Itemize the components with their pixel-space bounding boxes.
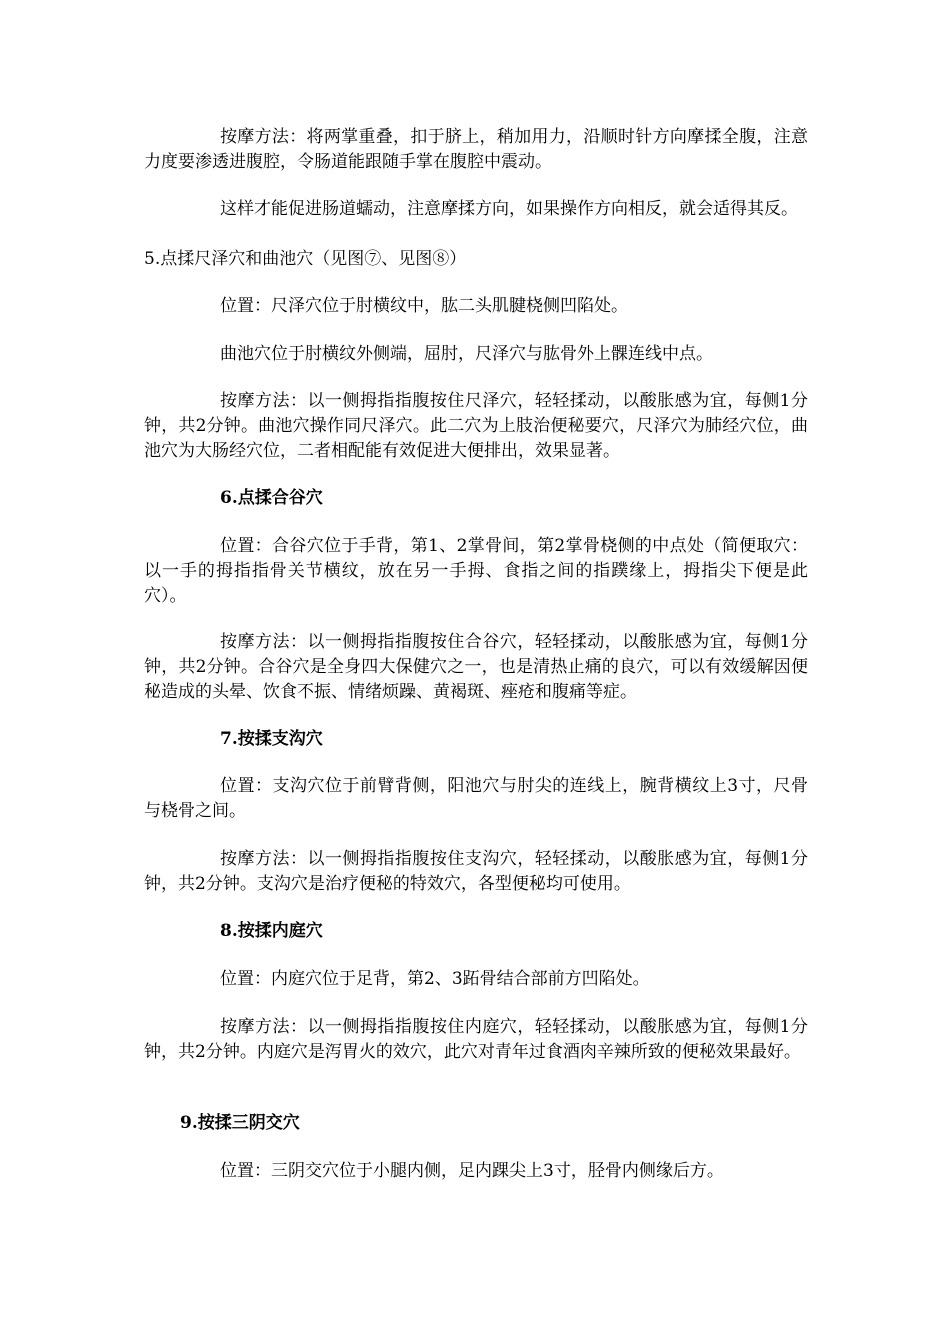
heading-section-5: 5.点揉尺泽穴和曲池穴（见图⑦、见图⑧） xyxy=(144,249,467,269)
paragraph-massage-abdomen: 按摩方法：将两掌重叠，扣于脐上，稍加用力，沿顺时针方向摩揉全腹，注意力度要渗透进腹腔，令肠道能跟随手掌在腹腔中震动。 xyxy=(144,127,808,172)
heading-section-9: 9.按揉三阴交穴 xyxy=(180,1113,300,1133)
paragraph-section-5-method: 按摩方法：以一侧拇指指腹按住尺泽穴，轻轻揉动，以酸胀感为宜，每侧1分钟，共2分钟。曲池穴操作同尺泽穴。此二穴为上肢治便秘要穴，尺泽穴为肺经穴位，曲池穴为大肠经穴位，二者相配能有效促进大便排出，效果显著。 xyxy=(144,391,808,461)
paragraph-zhigou-method: 按摩方法：以一侧拇指指腹按住支沟穴，轻轻揉动，以酸胀感为宜，每侧1分钟，共2分钟。支沟穴是治疗便秘的特效穴，各型便秘均可使用。 xyxy=(144,849,808,894)
paragraph-massage-direction: 这样才能促进肠道蠕动，注意摩揉方向，如果操作方向相反，就会适得其反。 xyxy=(220,199,798,219)
paragraph-hegu-method: 按摩方法：以一侧拇指指腹按住合谷穴，轻轻揉动，以酸胀感为宜，每侧1分钟，共2分钟。合谷穴是全身四大保健穴之一，也是清热止痛的良穴，可以有效缓解因便秘造成的头晕、饮食不振、情绪烦躁、黄褐斑、痤疮和腹痛等症。 xyxy=(144,632,808,702)
paragraph-zhigou-location: 位置：支沟穴位于前臂背侧，阳池穴与肘尖的连线上，腕背横纹上3寸，尺骨与桡骨之间。 xyxy=(144,776,808,821)
paragraph-sanyinjiao-location: 位置：三阴交穴位于小腿内侧，足内踝尖上3寸，胫骨内侧缘后方。 xyxy=(220,1161,724,1181)
paragraph-hegu-location: 位置：合谷穴位于手背，第1、2掌骨间，第2掌骨桡侧的中点处（简便取穴：以一手的拇指指骨关节横纹，放在另一手拇、食指之间的指蹼缘上，拇指尖下便是此穴）。 xyxy=(144,536,808,606)
paragraph-quchi-location: 曲池穴位于肘横纹外侧端，屈肘，尺泽穴与肱骨外上髁连线中点。 xyxy=(220,344,713,364)
heading-section-8: 8.按揉内庭穴 xyxy=(220,921,323,941)
paragraph-chize-location: 位置：尺泽穴位于肘横纹中，肱二头肌腱桡侧凹陷处。 xyxy=(220,296,628,316)
paragraph-neiting-location: 位置：内庭穴位于足背，第2、3跖骨结合部前方凹陷处。 xyxy=(220,969,650,989)
paragraph-neiting-method: 按摩方法：以一侧拇指指腹按住内庭穴，轻轻揉动，以酸胀感为宜，每侧1分钟，共2分钟。内庭穴是泻胃火的效穴，此穴对青年过食酒肉辛辣所致的便秘效果最好。 xyxy=(144,1017,808,1062)
heading-section-6: 6.点揉合谷穴 xyxy=(220,488,323,508)
heading-section-7: 7.按揉支沟穴 xyxy=(220,729,323,749)
